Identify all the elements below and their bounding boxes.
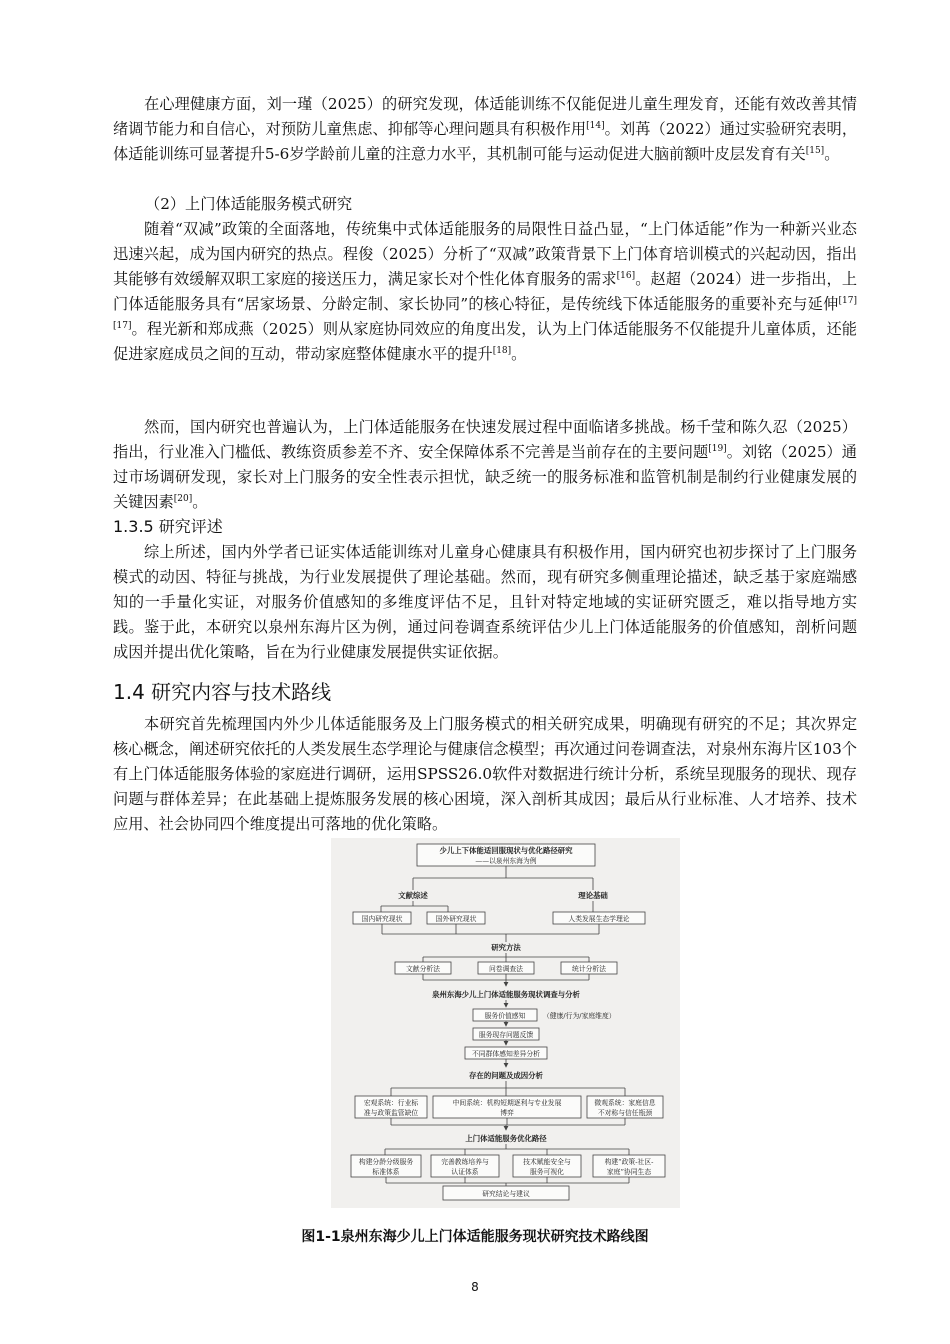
problem-feedback-text: 服务现存问题反馈 <box>478 1031 534 1039</box>
connector <box>413 866 593 890</box>
text-run: 。刘铭（2025）通过市场调研发现，家长对上门服务的安全性表示担忧，缺乏统一的服务标准和监管机制是制约行业健康发展的关键因素 <box>113 443 857 511</box>
value-dimensions-note: （健康/行为/家庭维度） <box>543 1012 616 1020</box>
option3-text: 技术赋能安全与 <box>523 1158 571 1166</box>
text-run: 。刘苒（2022）通过实验研究表明，体适能训练可显著提升5-6岁学龄前儿童的注意力水平，其机制可能与运动促进大脑前额叶皮层发育有关 <box>113 120 858 163</box>
subtitle-text: ——以泉州东海为例 <box>475 857 537 865</box>
method2-text: 问卷调查法 <box>489 965 523 973</box>
macro-text: 宏观系统：行业标 <box>363 1099 419 1107</box>
option1-text: 标准体系 <box>372 1168 400 1176</box>
conclusion-text: 研究结论与建议 <box>482 1190 530 1198</box>
meso-text: 中间系统：机构短期逐利与专业发展 <box>452 1099 562 1107</box>
roadmap-diagram <box>331 838 680 1208</box>
micro-text: 微观系统：家庭信息 <box>594 1099 656 1107</box>
section-heading-1-4: 1.4 研究内容与技术路线 <box>113 680 332 704</box>
connector <box>423 953 589 962</box>
title-text: 少儿上下体能适回服现状与优化路径研究 <box>439 846 573 855</box>
problems-label: 存在的问题及成因分析 <box>469 1071 543 1080</box>
page-number: 8 <box>471 1280 479 1294</box>
paragraph-challenges <box>113 415 857 515</box>
text-run: 然而，国内研究也普遍认为，上门体适能服务在快速发展过程中面临诸多挑战。杨千莹和陈久忍（2025）指出，行业准入门槛低、教练资质参差不齐、安全保障体系不完善是当前存在的主要问题 <box>113 418 857 461</box>
micro-text: 不对称与信任瓶颈 <box>597 1109 653 1117</box>
citation: [14] <box>586 120 605 131</box>
option3-text: 服务可视化 <box>530 1168 564 1176</box>
connector <box>423 974 589 986</box>
human-ecology-text: 人类发展生态学理论 <box>568 915 630 923</box>
method1-text: 文献分析法 <box>406 965 440 973</box>
connector <box>382 924 599 942</box>
paragraph-review: 综上所述，国内外学者已证实体适能训练对儿童身心健康具有积极作用，国内研究也初步探讨了上门服务模式的动因、特征与挑战，为行业发展提供了理论基础。然而，现有研究多侧重理论描述，缺乏基于家庭端感知的一手量化实证，对服务价值感知的多维度评估不足，且针对特定地域的实证研究匮乏，难以指导地方实践。鉴于此，本研究以泉州东海片区为例，通过问卷调查系统评估少儿上门体适能服务的价值感知，剖析问题成因并提出优化策略，旨在为行业健康发展提供实证依据。 <box>113 543 857 661</box>
text-run: 。程光新和郑成燕（2025）则从家庭协同效应的角度出发，认为上门体适能服务不仅能提升儿童体质，还能促进家庭成员之间的互动，带动家庭整体健康水平的提升 <box>113 320 857 363</box>
connector <box>391 1081 625 1096</box>
text-run: 。 <box>192 493 208 511</box>
paragraph-home-service-research <box>113 217 857 367</box>
connector <box>391 1118 625 1130</box>
text-run: 随着“双减”政策的全面落地，传统集中式体适能服务的局限性日益凸显，“上门体适能”作为一种新兴业态迅速兴起，成为国内研究的热点。程俊（2025）分析了“双减”政策背景下上门体育培训模式的兴起动因，指出其能够有效缓解双职工家庭的接送压力，满足家长对个性化体育服务的需求 <box>113 220 857 288</box>
methods-label: 研究方法 <box>491 943 521 952</box>
survey-label: 泉州东海少儿上门体适能服务现状调查与分析 <box>432 990 580 999</box>
lit-review-label: 文献综述 <box>398 891 428 900</box>
connector <box>381 901 593 912</box>
option1-text: 构建分龄分级服务 <box>358 1158 414 1166</box>
foreign-text: 国外研究现状 <box>435 915 477 923</box>
option4-text: 构建“政策-社区- <box>604 1158 654 1166</box>
connector <box>385 1144 629 1155</box>
paragraph-mental-health <box>113 92 857 167</box>
connector <box>386 1177 629 1186</box>
citation: [19] <box>708 443 727 454</box>
subsection-heading: （2）上门体适能服务模式研究 <box>145 195 353 213</box>
meso-text: 博弈 <box>500 1109 514 1117</box>
citation: [16] <box>616 270 636 281</box>
option2-text: 完善教练培养与 <box>441 1158 489 1166</box>
domestic-text: 国内研究现状 <box>361 915 403 923</box>
group-difference-text: 不同群体感知差异分析 <box>472 1050 540 1058</box>
section-heading-1-3-5: 1.3.5 研究评述 <box>113 517 223 536</box>
option4-text: 家庭”协同生态 <box>606 1168 652 1176</box>
theory-label: 理论基础 <box>578 891 608 900</box>
option2-text: 认证体系 <box>451 1168 479 1176</box>
citation: [15] <box>805 145 825 156</box>
figure-caption: 图1-1泉州东海少儿上门体适能服务现状研究技术路线图 <box>301 1229 649 1245</box>
macro-text: 准与政策监管缺位 <box>363 1109 419 1117</box>
citation: [20] <box>173 493 193 504</box>
value-perception-text: 服务价值感知 <box>484 1012 526 1020</box>
text-run: 。赵超（2024）进一步指出，上门体适能服务具有“居家场景、分龄定制、家长协同”的核心特征，是传统线下体适能服务的重要补充与延伸 <box>113 270 858 313</box>
method3-text: 统计分析法 <box>572 965 606 973</box>
text-run: 。 <box>511 345 527 363</box>
paragraph-research-content: 本研究首先梳理国内外少儿体适能服务及上门服务模式的相关研究成果，明确现有研究的不足；其次界定核心概念，阐述研究依托的人类发展生态学理论与健康信念模型；再次通过问卷调查法，对泉州东海片区103个有上门体适能服务体验的家庭进行调研，运用SPSS26.0软件对数据进行统计分析，系统呈现服务的现状、现存问题与群体差异；在此基础上提炼服务发展的核心困境，深入剖析其成因；最后从行业标准、人才培养、技术应用、社会协同四个维度提出可落地的优化策略。 <box>113 715 857 833</box>
optimization-label: 上门体适能服务优化路径 <box>465 1134 547 1143</box>
citation: [18] <box>492 345 512 356</box>
technical-roadmap-figure <box>331 838 680 1208</box>
citation: [17][17] <box>113 295 857 331</box>
text-run: 在心理健康方面，刘一瑾（2025）的研究发现，体适能训练不仅能促进儿童生理发育，还能有效改善其情绪调节能力和自信心，对预防儿童焦虑、抑郁等心理问题具有积极作用 <box>113 95 857 138</box>
text-run: 。 <box>824 145 840 163</box>
